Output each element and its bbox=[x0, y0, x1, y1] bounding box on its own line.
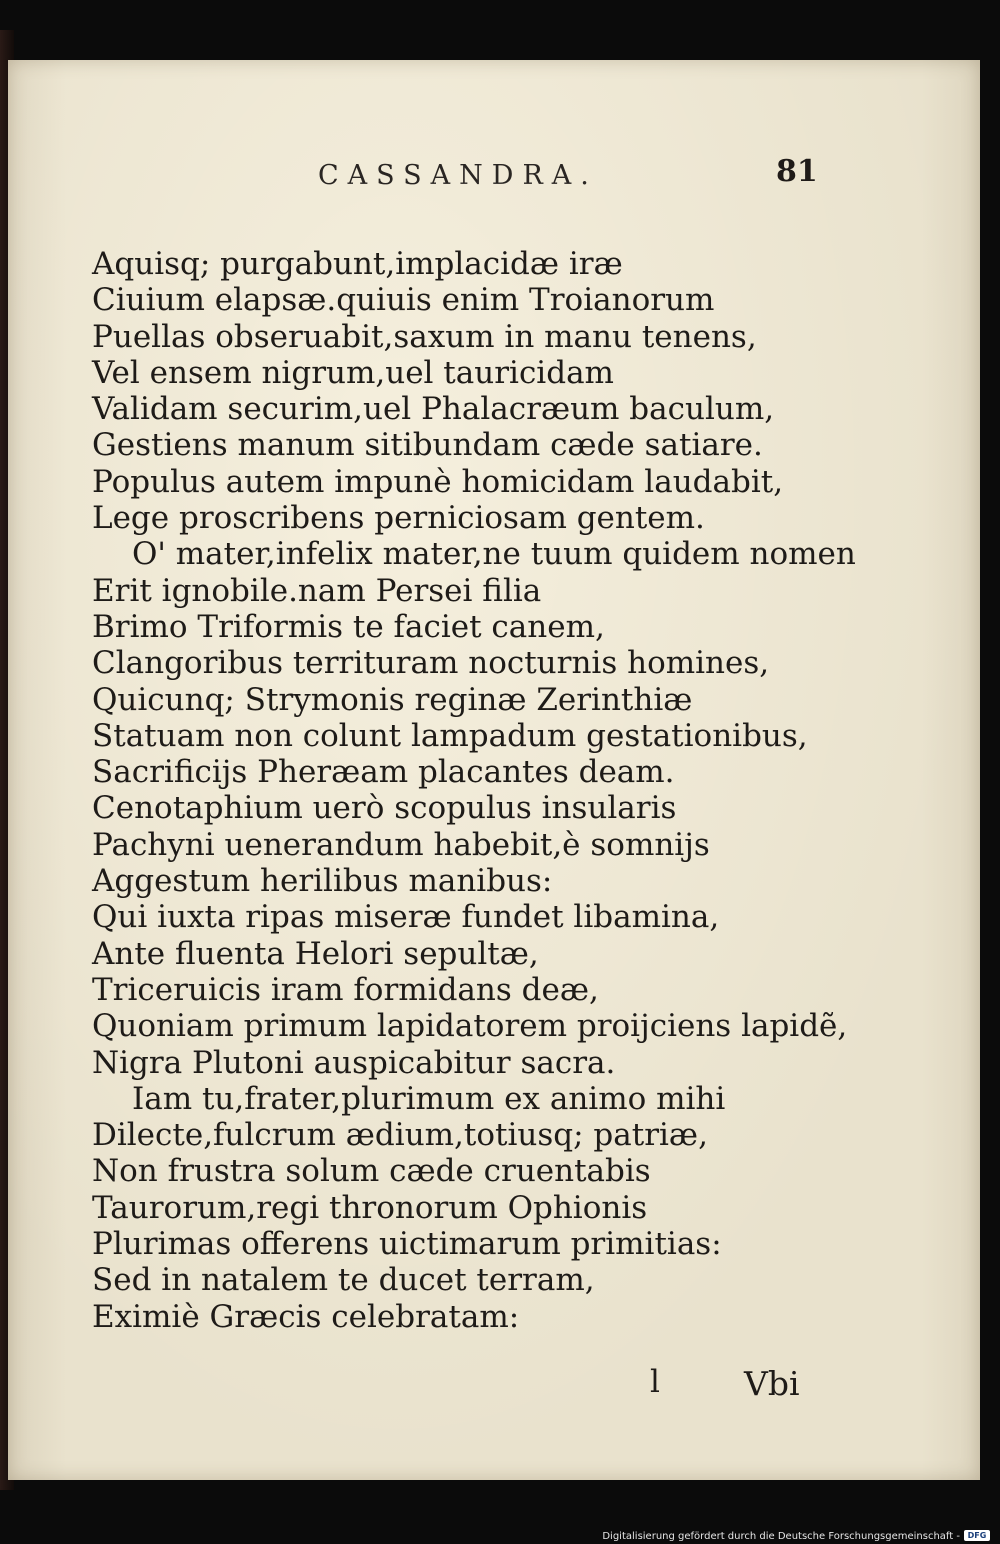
signature-mark: l bbox=[650, 1364, 660, 1400]
page-footer bbox=[8, 1364, 980, 1404]
verse-line: Dilecte,fulcrum ædium,totiusq; patriæ, bbox=[92, 1117, 708, 1154]
verse-line: Pachyni uenerandum habebit,è somnijs bbox=[92, 826, 710, 863]
page-number: 81 bbox=[776, 154, 818, 189]
verse-text bbox=[92, 246, 856, 1335]
verse-line: Iam tu,frater,plurimum ex animo mihi bbox=[132, 1080, 726, 1117]
verse-line: Nigra Plutoni auspicabitur sacra. bbox=[92, 1044, 616, 1081]
verse-line: Aquisq; purgabunt,implacidæ iræ bbox=[92, 246, 623, 282]
verse-line: Brimo Triformis te faciet canem, bbox=[92, 608, 605, 645]
verse-line: Vel ensem nigrum,uel tauricidam bbox=[92, 354, 614, 391]
verse-line: Quoniam primum lapidatorem proijciens lapidẽ, bbox=[92, 1008, 848, 1045]
verse-line: Clangoribus territuram nocturnis homines, bbox=[92, 645, 770, 682]
dfg-logo-icon: DFG bbox=[964, 1530, 990, 1541]
verse-line: Quicunq; Strymonis reginæ Zerinthiæ bbox=[92, 681, 693, 718]
verse-line: Cenotaphium uerò scopulus insularis bbox=[92, 790, 677, 827]
verse-line: Eximiè Græcis celebratam: bbox=[92, 1298, 520, 1335]
verse-line: Plurimas offerens uictimarum primitias: bbox=[92, 1226, 722, 1263]
verse-line: Statuam non colunt lampadum gestationibus, bbox=[92, 717, 808, 754]
verse-line: Populus autem impunè homicidam laudabit, bbox=[92, 463, 784, 500]
verse-line: Aggestum herilibus manibus: bbox=[92, 863, 553, 900]
verse-line: Qui iuxta ripas miseræ fundet libamina, bbox=[92, 899, 720, 936]
verse-line: Sacrificijs Pheræam placantes deam. bbox=[92, 754, 675, 791]
verse-line: Lege proscribens perniciosam gentem. bbox=[92, 500, 705, 537]
verse-line: Validam securim,uel Phalacræum baculum, bbox=[92, 391, 775, 428]
verse-line: Sed in natalem te ducet terram, bbox=[92, 1262, 595, 1299]
verse-line: Gestiens manum sitibundam cæde satiare. bbox=[92, 427, 763, 464]
verse-line: Triceruicis iram formidans deæ, bbox=[92, 971, 599, 1008]
running-title: CASSANDRA. bbox=[318, 160, 598, 191]
verse-line: Non frustra solum cæde cruentabis bbox=[92, 1153, 651, 1190]
verse-line: O' mater,infelix mater,ne tuum quidem nomen bbox=[132, 536, 856, 573]
digitization-credit: Digitalisierung gefördert durch die Deutsche Forschungsgemeinschaft - bbox=[602, 1531, 960, 1542]
catchword: Vbi bbox=[744, 1364, 800, 1403]
verse-line: Erit ignobile.nam Persei filia bbox=[92, 572, 542, 609]
page-header bbox=[8, 154, 980, 200]
verse-line: Taurorum,regi thronorum Ophionis bbox=[92, 1189, 648, 1226]
verse-line: Ciuium elapsæ.quiuis enim Troianorum bbox=[92, 282, 715, 319]
book-page bbox=[8, 60, 980, 1480]
verse-line: Ante fluenta Helori sepultæ, bbox=[92, 935, 539, 972]
verse-line: Puellas obseruabit,saxum in manu tenens, bbox=[92, 318, 757, 355]
